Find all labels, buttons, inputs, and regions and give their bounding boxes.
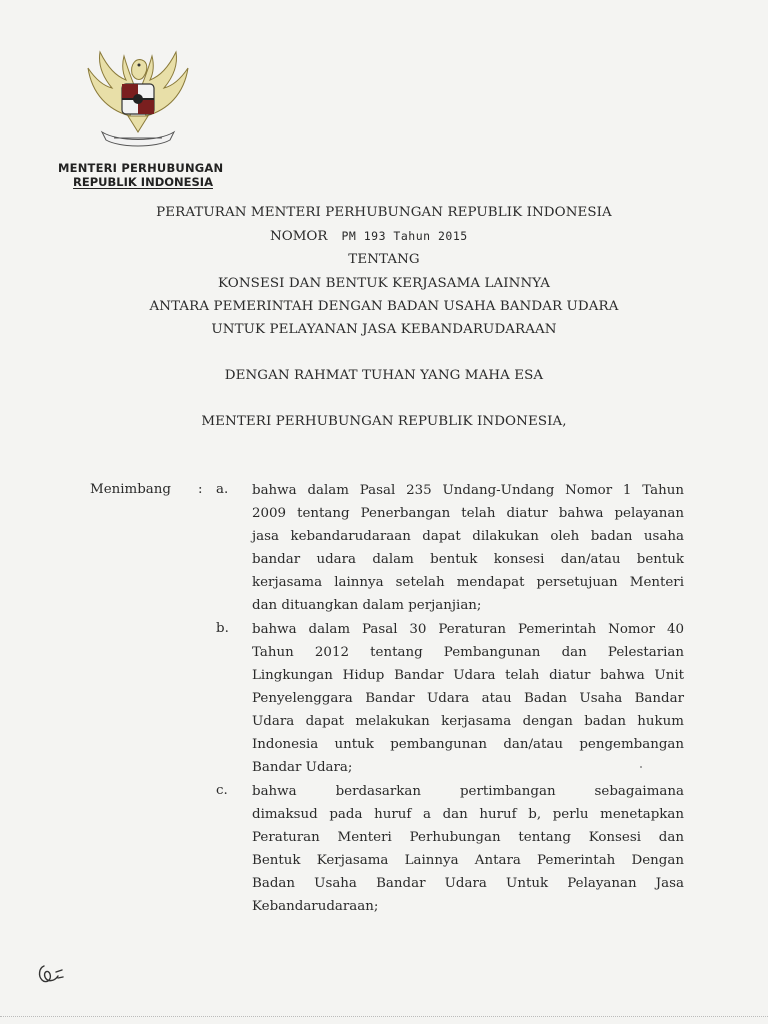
nomor-label: NOMOR [270,229,328,244]
menimbang-label: Menimbang [90,482,171,497]
tentang-heading: TENTANG [348,252,420,267]
regulation-number-row [270,229,468,244]
paragraph-line: 2009 tentang Penerbangan telah diatur bahwa pelayanan [252,506,684,521]
paragraph-line: bandar udara dalam bentuk konsesi dan/atau bentuk [252,552,684,567]
paragraph-line: Lingkungan Hidup Bandar Udara telah diatur bahwa Unit [252,668,684,683]
paragraph-line: Udara dapat melakukan kerjasama dengan badan hukum [252,714,684,729]
paragraph-line: bahwa dalam Pasal 30 Peraturan Pemerintah Nomor 40 [252,622,684,637]
garuda-emblem [78,46,198,154]
paragraph-line: jasa kebandarudaraan dapat dilakukan oleh badan usaha [252,529,684,544]
item-letter: b. [216,621,229,636]
menimbang-colon: : [198,482,203,497]
invocation: DENGAN RAHMAT TUHAN YANG MAHA ESA [224,368,544,383]
institution-line-1: MENTERI PERHUBUNGAN [58,161,224,175]
paragraph-line: dan dituangkan dalam perjanjian; [252,598,482,613]
item-letter: a. [216,482,229,497]
scan-bottom-edge [0,1016,768,1018]
paragraph-line: Kebandarudaraan; [252,899,379,914]
scan-speck [640,766,642,768]
institution-block [58,161,228,189]
paragraph-line: dimaksud pada huruf a dan huruf b, perlu menetapkan [252,807,684,822]
paragraph-line: bahwa dalam Pasal 235 Undang-Undang Nomor 1 Tahun [252,483,684,498]
subject-line-1: KONSESI DAN BENTUK KERJASAMA LAINNYA [218,276,550,291]
considering-item-c [252,780,684,918]
paragraph-line: Badan Usaha Bandar Udara Untuk Pelayanan Jasa [252,876,684,891]
considering-item-a [252,479,684,617]
nomor-value: PM 193 Tahun 2015 [341,229,468,243]
paraph-initial-mark [36,962,66,986]
paragraph-line: Bandar Udara; [252,760,353,775]
institution-line-2: REPUBLIK INDONESIA [73,175,213,189]
paragraph-line: Peraturan Menteri Perhubungan tentang Konsesi dan [252,830,684,845]
subject-line-2: ANTARA PEMERINTAH DENGAN BADAN USAHA BANDAR UDARA [149,299,619,314]
item-letter: c. [216,783,228,798]
paragraph-line: Tahun 2012 tentang Pembangunan dan Pelestarian [252,645,684,660]
authority-line: MENTERI PERHUBUNGAN REPUBLIK INDONESIA, [201,414,567,429]
paragraph-line: Bentuk Kerjasama Lainnya Antara Pemerintah Dengan [252,853,684,868]
paragraph-line: Indonesia untuk pembangunan dan/atau pengembangan [252,737,684,752]
subject-line-3: UNTUK PELAYANAN JASA KEBANDARUDARAAN [211,322,557,337]
paragraph-line: kerjasama lainnya setelah mendapat persetujuan Menteri [252,575,684,590]
paragraph-line: bahwa berdasarkan pertimbangan sebagaimana [252,784,684,799]
considering-item-b [252,618,684,779]
paragraph-line: Penyelenggara Bandar Udara atau Badan Usaha Bandar [252,691,684,706]
regulation-title: PERATURAN MENTERI PERHUBUNGAN REPUBLIK INDONESIA [156,205,612,220]
